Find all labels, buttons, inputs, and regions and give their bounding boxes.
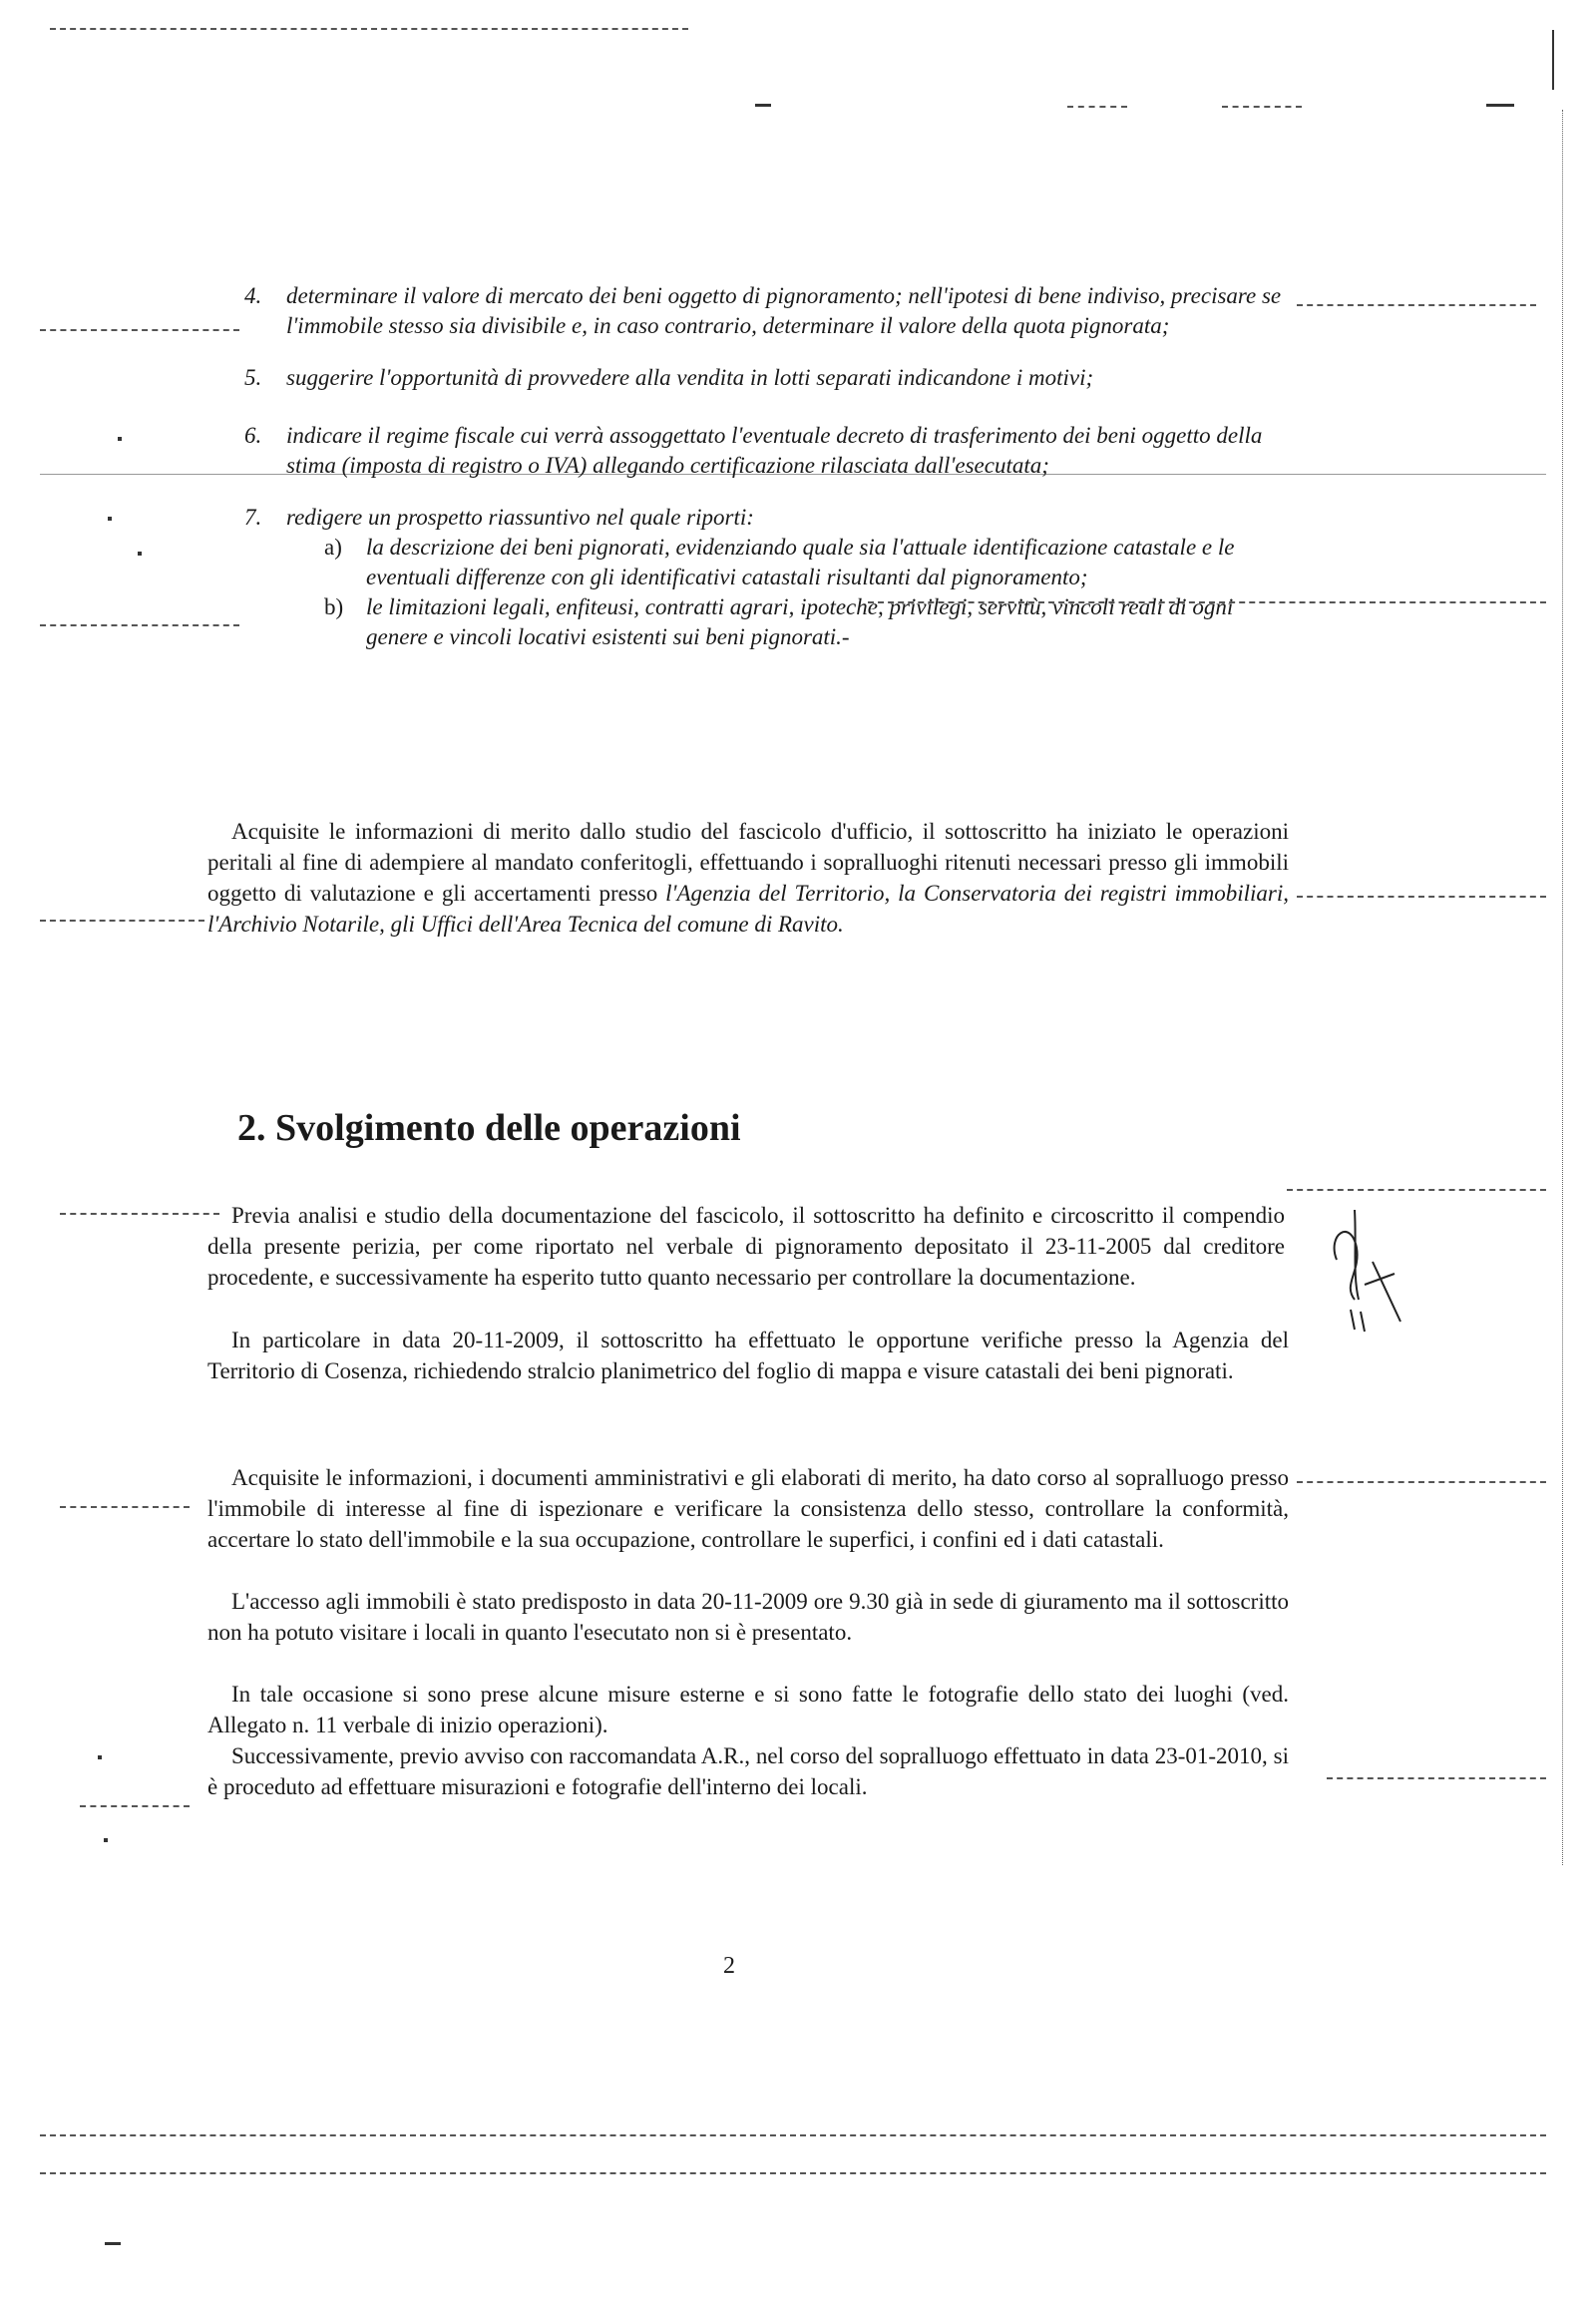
task-list xyxy=(244,281,1292,652)
list-item-text: indicare il regime fiscale cui verrà assoggettato l'eventuale decreto di trasferimento dei beni oggetto della stima (imposta di registro o IVA) allegando certificazione rilasciata dall'esecutata; xyxy=(286,423,1263,478)
intro-paragraph xyxy=(207,816,1289,940)
scan-artifact-margin xyxy=(1562,110,1563,1865)
list-item xyxy=(244,363,1292,393)
scan-artifact-line xyxy=(1327,1777,1546,1779)
scan-artifact-dot xyxy=(118,437,122,441)
list-item xyxy=(244,503,1292,533)
body-paragraph: In particolare in data 20-11-2009, il sottoscritto ha effettuato le opportune verifiche presso la Agenzia del Territorio di Cosenza, richiedendo stralcio planimetrico del foglio di mappa e visure catastali dei beni pignorati. xyxy=(207,1328,1289,1383)
list-item-number: 7. xyxy=(244,505,262,530)
sub-list-item xyxy=(324,533,1292,592)
scan-artifact-line xyxy=(80,1805,190,1807)
scan-artifact-line xyxy=(40,920,204,922)
scan-artifact-line xyxy=(40,329,239,331)
sub-list-item-label: b) xyxy=(324,594,344,619)
scan-artifact-line xyxy=(1067,106,1127,108)
list-item-number: 5. xyxy=(244,365,262,390)
body-paragraph: Acquisite le informazioni, i documenti amministrativi e gli elaborati di merito, ha dato corso al sopralluogo presso l'immobile di interesse al fine di ispezionare e verificare la consistenza dello stesso, controllare la conformità, accertare lo stato dell'immobile e la sua occupazione, controllare le superfici, i confini ed i dati catastali. xyxy=(207,1465,1289,1552)
scan-artifact-mark xyxy=(755,104,771,107)
sub-list-item xyxy=(324,592,1292,652)
scan-artifact-margin xyxy=(1552,30,1554,90)
intro-paragraph-text: Acquisite le informazioni di merito dallo studio del fascicolo d'ufficio, il sottoscritto ha iniziato le operazioni peritali al fine di adempiere al mandato conferitogli, effettuando i sopralluoghi ritenuti necessari presso gli immobili oggetto di valutazione e gli accertamenti presso xyxy=(207,819,1289,906)
body-paragraph: In tale occasione si sono prese alcune misure esterne e si sono fatte le fotografie dello stato dei luoghi (ved. Allegato n. 11 verbale di inizio operazioni). xyxy=(207,1682,1289,1737)
body-paragraph: Successivamente, previo avviso con raccomandata A.R., nel corso del sopralluogo effettuato in data 23-01-2010, si è proceduto ad effettuare misurazioni e fotografie dell'interno dei locali. xyxy=(207,1743,1289,1799)
scan-artifact-line xyxy=(1297,896,1546,898)
list-item-text: determinare il valore di mercato dei beni oggetto di pignoramento; nell'ipotesi di bene indiviso, precisare se l'immobile stesso sia divisibile e, in caso contrario, determinare il valore della quota pignorata; xyxy=(286,283,1282,338)
list-item-number: 4. xyxy=(244,283,262,308)
scan-artifact-dot xyxy=(138,552,142,556)
handwritten-signature xyxy=(1325,1190,1402,1335)
scan-artifact-dot xyxy=(98,1755,102,1759)
scan-artifact-mark xyxy=(105,2242,121,2245)
sub-list-item-text: la descrizione dei beni pignorati, evidenziando quale sia l'attuale identificazione catastale e le eventuali differenze con gli identificativi catastali risultanti dal pignoramento; xyxy=(366,535,1235,589)
intro-paragraph-italic: l'Agenzia del Territorio, la Conservatoria dei registri immobiliari, l'Archivio Notarile, gli Uffici dell'Area Tecnica del comune di Ravito. xyxy=(207,881,1289,937)
scan-artifact-line xyxy=(60,1506,190,1508)
sub-list-item-label: a) xyxy=(324,535,342,560)
scan-artifact-line xyxy=(40,2134,1546,2136)
scan-artifact-line xyxy=(1297,1481,1546,1483)
scan-artifact-mark xyxy=(1486,104,1514,107)
scan-artifact-line xyxy=(40,2172,1546,2174)
scan-artifact-line xyxy=(1222,106,1302,108)
scan-artifact-line xyxy=(50,28,688,30)
scan-artifact-line xyxy=(40,624,239,626)
scan-artifact-dot xyxy=(108,517,112,521)
list-item-text: redigere un prospetto riassuntivo nel quale riporti: xyxy=(286,505,754,530)
body-paragraph: L'accesso agli immobili è stato predisposto in data 20-11-2009 ore 9.30 già in sede di giuramento ma il sottoscritto non ha potuto visitare i locali in quanto l'esecutato non si è presentato. xyxy=(207,1589,1289,1645)
scan-artifact-line xyxy=(60,1213,219,1215)
body-paragraph: Previa analisi e studio della documentazione del fascicolo, il sottoscritto ha definito e circoscritto il compendio della presente perizia, per come riportato nel verbale di pignoramento depositato il 23-11-2005 dal creditore procedente, e successivamente ha esperito tutto quanto necessario per controllare la documentazione. xyxy=(207,1203,1285,1290)
list-item-number: 6. xyxy=(244,423,262,448)
scan-artifact-line xyxy=(1297,304,1536,306)
list-item xyxy=(244,281,1292,341)
sub-list-item-text: le limitazioni legali, enfiteusi, contratti agrari, ipoteche, privilegi, servitù, vincoli reali di ogni genere e vincoli locativi esistenti sui beni pignorati.- xyxy=(366,594,1234,649)
list-item xyxy=(244,421,1292,481)
section-heading: 2. Svolgimento delle operazioni xyxy=(237,1107,741,1149)
page-number: 2 xyxy=(723,1953,735,1979)
scan-artifact-dot xyxy=(104,1838,108,1842)
list-item-text: suggerire l'opportunità di provvedere alla vendita in lotti separati indicandone i motivi; xyxy=(286,365,1094,390)
